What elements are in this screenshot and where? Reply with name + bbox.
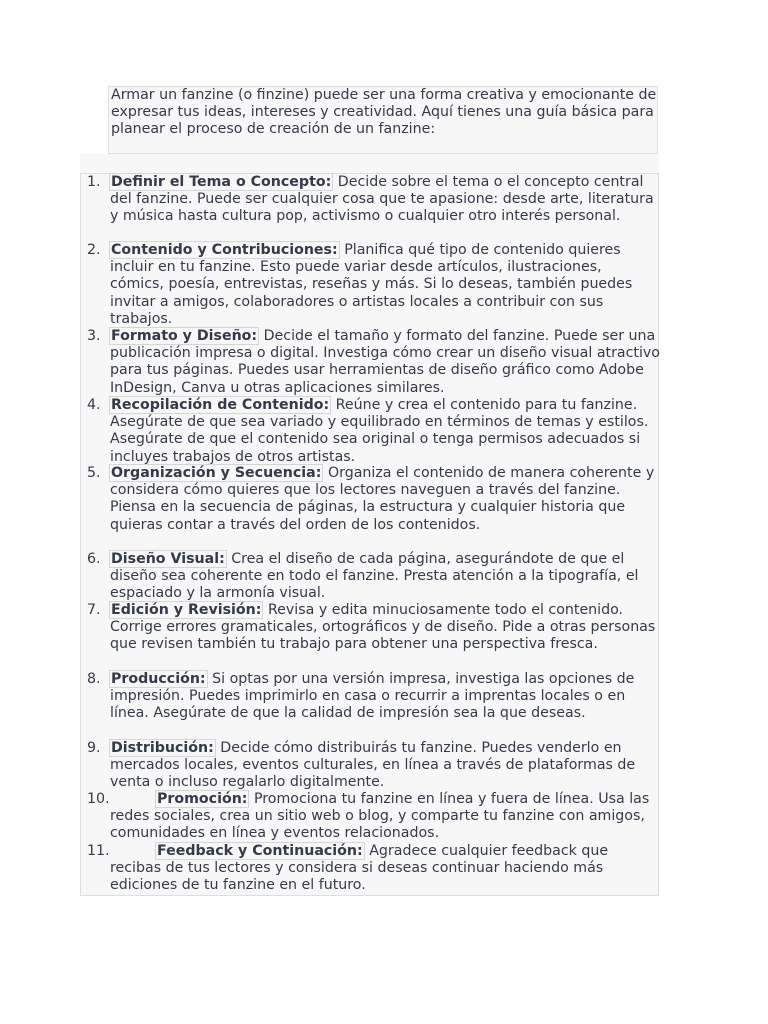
step-term: Distribución: [111, 740, 214, 756]
step-number: 6. [87, 551, 101, 567]
step-term: Edición y Revisión: [111, 602, 262, 618]
step-number: 3. [87, 328, 101, 344]
step-text: Decide sobre el tema o el concepto central del fanzine. Puede ser cualquier cosa que te apasione: desde arte, literatura y música hasta cultura pop, activismo o cualquier otro interés personal. [110, 174, 654, 225]
step-text: Revisa y edita minuciosamente todo el contenido. Corrige errores gramaticales, ortográficos y de diseño. Pide a otras personas que revisen también tu trabajo para obtener una perspectiva fresca. [110, 602, 656, 653]
step-text: Promociona tu fanzine en línea y fuera de línea. Usa las redes sociales, crea un sitio web o blog, y comparte tu fanzine con amigos, comunidades en línea y eventos relacionados. [110, 791, 650, 842]
step-number: 7. [87, 602, 101, 618]
intro-text: Armar un fanzine (o finzine) puede ser una forma creativa y emocionante de expresar tus ideas, intereses y creatividad. Aquí tienes una guía básica para planear el proceso de creación de un fanzine: [111, 87, 657, 137]
gap-band [80, 154, 659, 173]
step-number: 1. [87, 174, 101, 190]
step-number: 10. [87, 791, 110, 807]
step-term: Feedback y Continuación: [157, 843, 363, 859]
steps-list-box [80, 173, 659, 896]
step-number: 11. [87, 843, 110, 859]
step-number: 9. [87, 740, 101, 756]
step-text: Reúne y crea el contenido para tu fanzine. Asegúrate de que sea variado y equilibrado en términos de temas y estilos. Asegúrate de que el contenido sea original o tenga permisos adecuados si incluyes trabajos de otros artistas. [110, 397, 649, 465]
step-text: Decide el tamaño y formato del fanzine. Puede ser una publicación impresa o digital. Investiga cómo crear un diseño visual atractivo para tus páginas. Puedes usar herramientas de diseño gráfico como Adobe InDesign, Canva u otras aplicaciones similares. [110, 328, 660, 396]
step-number: 5. [87, 465, 101, 481]
step-term: Organización y Secuencia: [111, 465, 322, 481]
step-term: Contenido y Contribuciones: [111, 242, 338, 258]
step-term: Formato y Diseño: [111, 328, 258, 344]
step-term: Promoción: [157, 791, 248, 807]
step-term: Producción: [111, 671, 206, 687]
step-text: Si optas por una versión impresa, investiga las opciones de impresión. Puedes imprimirlo en casa o recurrir a imprentas locales o en línea. Asegúrate de que la calidad de impresión sea la que deseas. [110, 671, 635, 722]
step-text: Agradece cualquier feedback que recibas de tus lectores y considera si deseas continuar haciendo más ediciones de tu fanzine en el futuro. [110, 843, 609, 894]
step-term: Definir el Tema o Concepto: [111, 174, 332, 190]
step-text: Planifica qué tipo de contenido quieres incluir en tu fanzine. Esto puede variar desde artículos, ilustraciones, cómics, poesía, entrevistas, reseñas y más. Si lo deseas, también puedes invitar a amigos, colaboradores o artistas locales a contribuir con sus trabajos. [110, 242, 633, 327]
intro-paragraph [108, 86, 658, 154]
step-number: 8. [87, 671, 101, 687]
step-number: 2. [87, 242, 101, 258]
step-term: Recopilación de Contenido: [111, 397, 330, 413]
step-term: Diseño Visual: [111, 551, 225, 567]
step-text: Decide cómo distribuirás tu fanzine. Puedes venderlo en mercados locales, eventos culturales, en línea a través de plataformas de venta o incluso regalarlo digitalmente. [110, 740, 636, 791]
step-number: 4. [87, 397, 101, 413]
step-text: Crea el diseño de cada página, asegurándote de que el diseño sea coherente en todo el fanzine. Presta atención a la tipografía, el espaciado y la armonía visual. [110, 551, 639, 602]
step-text: Organiza el contenido de manera coherente y considera cómo quieres que los lectores naveguen a través del fanzine. Piensa en la secuencia de páginas, la estructura y cualquier historia que quieras contar a través del orden de los contenidos. [110, 465, 655, 533]
